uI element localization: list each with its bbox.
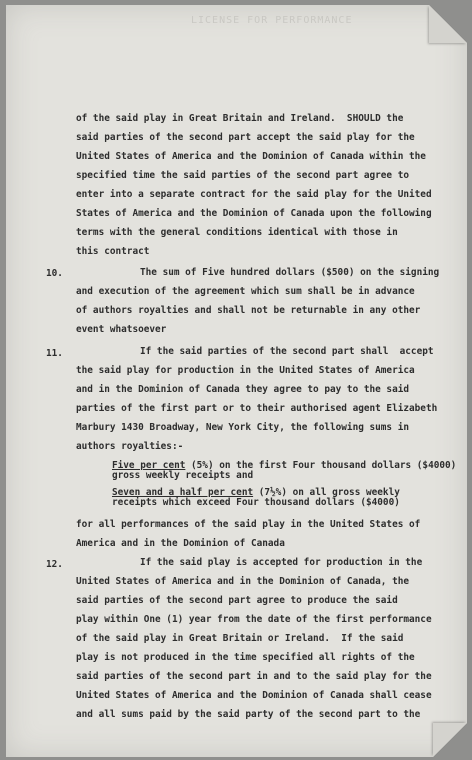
bleed-through-text: LICENSE FOR PERFORMANCE <box>191 15 353 26</box>
text-line: specified time the said parties of the second part agree to <box>76 170 410 181</box>
corner-fold-flap <box>429 5 467 43</box>
text-line: event whatsoever <box>76 324 167 335</box>
text-line: said parties of the second part agree to produce the said <box>76 595 398 606</box>
text-line: this contract <box>76 246 150 257</box>
text-line: The sum of Five hundred dollars ($500) on the signing <box>140 267 440 278</box>
royalty-rate-2: Seven and a half per cent <box>112 487 254 498</box>
text-line: enter into a separate contract for the said play for the United <box>76 189 432 200</box>
text-line: receipts which exceed Four thousand dollars ($4000) <box>112 497 400 508</box>
document-page <box>6 5 467 757</box>
text-line: authors royalties:- <box>76 441 184 452</box>
text-line: United States of America and the Dominion of Canada within the <box>76 151 426 162</box>
royalty-rate-1: Five per cent <box>112 460 186 471</box>
text-line: play within One (1) year from the date of the first performance <box>76 614 432 625</box>
text-line: of authors royalties and shall not be returnable in any other <box>76 305 421 316</box>
text-line: America and in the Dominion of Canada <box>76 538 285 549</box>
text-line: said parties of the second part in and to the said play for the <box>76 671 432 682</box>
text-line: play is not produced in the time specified all rights of the <box>76 652 415 663</box>
text-line: terms with the general conditions identical with those in <box>76 227 398 238</box>
royalty-text: (5%) on the first Four thousand dollars ($4000) <box>185 460 457 471</box>
text-line: States of America and the Dominion of Canada upon the following <box>76 208 432 219</box>
text-line: If the said play is accepted for production in the <box>140 557 423 568</box>
text-line: gross weekly receipts and <box>112 470 254 481</box>
text-line: Marbury 1430 Broadway, New York City, the following sums in <box>76 422 410 433</box>
corner-fold-flap <box>433 723 467 757</box>
clause-number-11: 11. <box>46 348 63 359</box>
text-line: If the said parties of the second part shall accept <box>140 346 434 357</box>
text-line: the said play for production in the United States of America <box>76 365 415 376</box>
text-line: and all sums paid by the said party of the second part to the <box>76 709 421 720</box>
text-line: of the said play in Great Britain and Ireland. SHOULD the <box>76 113 404 124</box>
text-line: United States of America and in the Dominion of Canada, the <box>76 576 410 587</box>
clause-number-12: 12. <box>46 559 63 570</box>
text-line: of the said play in Great Britain or Ireland. If the said <box>76 633 404 644</box>
text-line: United States of America and the Dominion of Canada shall cease <box>76 690 432 701</box>
royalty-text: (7½%) on all gross weekly <box>253 487 400 498</box>
text-line: parties of the first part or to their authorised agent Elizabeth <box>76 403 438 414</box>
text-line: for all performances of the said play in the United States of <box>76 519 421 530</box>
clause-number-10: 10. <box>46 268 63 279</box>
text-line: and in the Dominion of Canada they agree to pay to the said <box>76 384 410 395</box>
text-line: said parties of the second part accept the said play for the <box>76 132 415 143</box>
text-line: and execution of the agreement which sum shall be in advance <box>76 286 415 297</box>
